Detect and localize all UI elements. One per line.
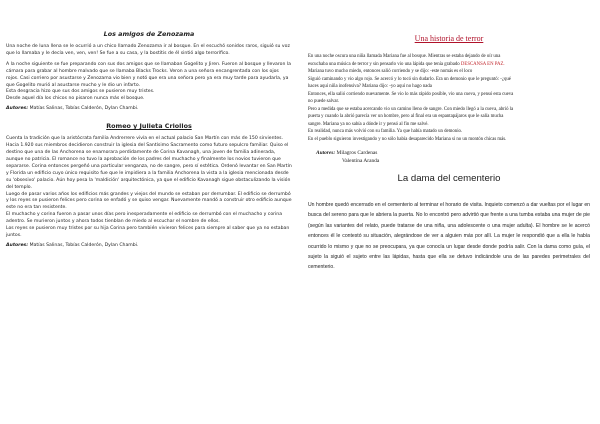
story2-paragraph: Cuenta la tradición que la aristócrata familia Andrerrere vivía en el actual palacio San Martín con más de 150 sirvientes. Hacia 1.920 sus miembros decidieron construir la iglesia del Santísimo Sacramento como futuro sepulcro familiar. Quiso el destino que una de las Anchorena se enamorara perdidamente de Corina Kavanagh, una joven de familia adinerada, aunque no patricia. El romance no tuvo la aprobación de los padres del muchacho y finalmente los novios tuvieron que separarse. Corina entonces pergeñó una particular venganza, no de sangre, pero sí estética. Ordenó levantar en San Martín y Florida un edificio cuyo único requisito fue que le impidiera a la familia Anchorena la vista a la iglesia mencionada desde su 'obsesivo' palacio. Aún hoy pesa la 'maldición' arquitectónica, ya que el edificio Kavanagh sigue obstaculizando la visión del templo. bbox=[6, 136, 292, 190]
story2-paragraph: El muchacho y corina fueron a pasar unos días pero inesperadamente el edificio se derrumbó con el muchacho y corina adentro. Se murieron juntos y ahora todos tienblan de miedo al escuchar el nombre de ellos. bbox=[6, 212, 283, 225]
author-name: Milagros Cardenas bbox=[336, 150, 378, 156]
story1-paragraph: Esta desgracia hizo que sus dos amigos se pusieron muy tristes. bbox=[6, 89, 155, 95]
story3-line: Entonces, ella salió corriendo nuevamente. Se vio lo más rápido posible, vio una cueva, y pensó esta cueva bbox=[308, 91, 514, 97]
story2-paragraph: Luego de pasar varios años los edificios más grandes y viejos del mundo se estaban por derrumbar. El edificio se derrumbó y los reyes se pusieron felices pero corina se enfadó y se quiso vengar. Nuevamente mandó a construir otro edificio aunque este no era tan resistente. bbox=[6, 191, 292, 211]
authors-label: Autores: bbox=[6, 242, 29, 248]
story3-line: puerta y cuando la abrió parecía ver un hombre, pero al final era un espantapájaros que le salía mucha bbox=[308, 114, 504, 119]
story3-line: haces aquí niña inofensiva? Mariana dijo: -yo aquí no hago nada bbox=[308, 84, 432, 89]
story3-line: escuchaba una música de terror y sin pensarlo vio una lápida que tenía grabado DESCANSA EN PAZ. bbox=[308, 61, 505, 67]
story1-paragraph: A la noche siguiente se fue preparando con sus dos amigos que se llamaban Gogelito y Jiren. Fueron al bosque y llevaron la cámara para grabar al hombre malvado que se llamaba Blacks Trocks. Veron a una señora encangrentada con los ojos rojos. Casi corriero por asustarse y Zenozama vio bien y notó que era una señora pero ya era muy tarde para ayudarla, ya que Gogelito murió al asustarse mucho y le dio un infarto. bbox=[6, 61, 291, 88]
story3-line: En el pueblo siguieron investigando y no sólo había desaparecido Mariana si no un montón chicas más. bbox=[308, 136, 507, 142]
story3-line: Siguió caminando y vio algo rojo. Se acercó y lo tocó sin dudarlo. Era un demonio que le preguntó: -¿qué bbox=[308, 76, 511, 82]
story4-paragraph: Un hombre quedó encerrado en el cementerio al terminar el horario de visita. Inquieto comenzó a dar vueltas por el lugar en busca del sereno para que le abriera la puerta. No lo encontró pero advirtió que frente a una tumba estaba una mujer de pie (según las variantes del relato, puede tratarse de una niña, una adolescente o una mujer adulta). El hombre se le acercó entonces él le contestó su situación, alegrándose de ver a alguien más por allí. La mujer le respondió que a ella le había ocurrido lo mismo y que no se preocupara, ya que conocía un lugar desde donde podría salir. Con la dama como guía, el sujeto la siguió el sujeto entre las lápidas, hasta que ella se detuvo indicándole una de las paredes perimetrales del cementerio. bbox=[308, 202, 590, 271]
authors-names: Matías Salinas, Tobías Calderón, Dylan Chambi. bbox=[29, 242, 139, 248]
story1-authors bbox=[6, 105, 292, 112]
authors-label: Autores: bbox=[6, 106, 29, 112]
story1-paragraph: Una noche de luna llena se le ocurrió a un chico llamado Zenozama ir al bosque. En el escuchó sonidos raros, siguió su voz que lo llamaba y le decía ven, ven, ven! Se fue a su casa, y la bostitis de él sintió algo terrorífico. bbox=[6, 44, 290, 56]
story3-line: no puede salvar. bbox=[308, 99, 340, 104]
story3-line: En realidad, nunca más volvió con su familia. Ya que había matado un demonio. bbox=[308, 129, 463, 134]
authors-label: Autores: bbox=[316, 150, 336, 156]
story-title-dama-cementerio: La dama del cementerio bbox=[397, 173, 501, 184]
story2-authors bbox=[6, 242, 292, 249]
story-title-historia-terror: Una historia de terror bbox=[414, 34, 484, 43]
story2-paragraph: Los reyes se pusieron muy tristes por su hija Corina pero también vivieron felices para siempre al saber que ya no estaban juntos. bbox=[6, 226, 290, 238]
story3-line: sangre. Mariana ya no sabía a dónde ir y pensó al fin me salvé. bbox=[308, 121, 429, 127]
story3-line: Mariana tuvo mucho miedo, entonces salió corriendo y se dijo: -este nomás es el loco bbox=[308, 69, 473, 74]
story3-line: Pero a medida que se estaba acercando vio un camino lleno de sangre. Con miedo llegó a la cueva, abrió la bbox=[308, 106, 514, 112]
story3-authors bbox=[316, 149, 590, 157]
author-name: Valentina Aranda bbox=[342, 158, 380, 164]
story-title-zenozama: Los amigos de Zenozama bbox=[103, 30, 195, 38]
story1-paragraph: Desde aquel día los chicos no pisaron nunca más el bosque. bbox=[6, 96, 145, 102]
right-page bbox=[300, 0, 600, 424]
story-title-romeo-julieta: Romeo y Julieta Criollos bbox=[106, 122, 192, 131]
highlight-text: DESCANSA EN PAZ. bbox=[460, 61, 505, 67]
authors-names: Matías Salinas, Tobías Calderón, Dylan Chambi. bbox=[29, 106, 139, 112]
story3-line: En una noche oscura una niña llamada Mariana fue al bosque. Mientras se estaba dejando de oír una bbox=[308, 54, 501, 59]
